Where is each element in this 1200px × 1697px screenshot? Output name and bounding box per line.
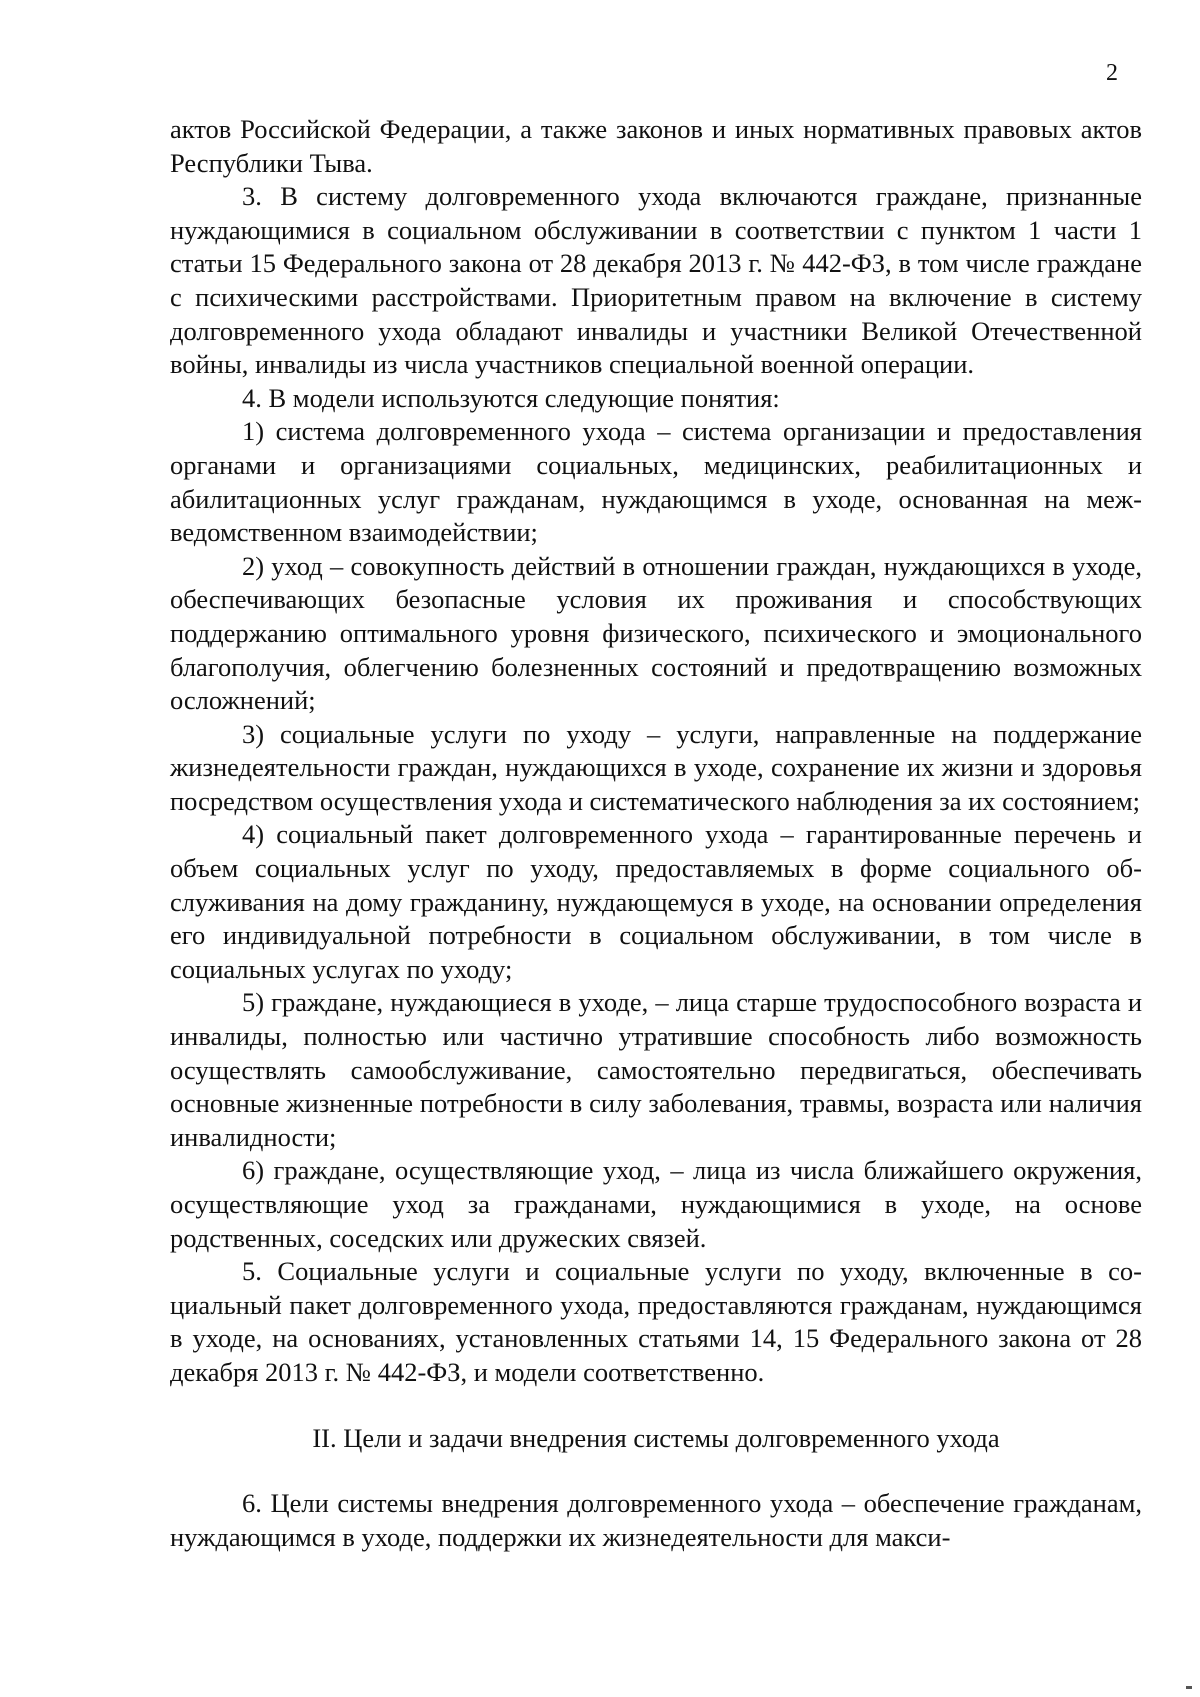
document-body	[170, 113, 1142, 1554]
page-number: 2	[1106, 60, 1118, 86]
paragraph-item-3: 3. В систему долговременного ухода включаются граждане, признанные нуждающимися в социальном обслуживании в соответствии с пунктом 1 части 1 статьи 15 Федерального закона от 28 декабря 2013 г. № 442-ФЗ, в том числе граждане с психическими расстройствами. Приоритетным правом на включение в систему долговременного ухода обладают инвалиды и участники Великой Отечественной войны, инвалиды из числа участников специальной военной операции.	[170, 181, 1142, 380]
definition-1: 1) система долговременного ухода – система организации и предоставления органами и организациями социальных, медицинских, реабилитационных и абилитационных услуг гражданам, нуждающимся в уходе, основанная на межведомственном взаимодействии;	[170, 416, 1142, 548]
definition-5: 5) граждане, нуждающиеся в уходе, – лица старше трудоспособного возраста и инвалиды, полностью или частично утратившие способность либо возможность осуществлять самообслуживание, самостоятельно передвигаться, обеспечивать основные жизненные потребности в силу заболевания, травмы, возраста или наличия инвалидности;	[170, 987, 1142, 1152]
definition-3: 3) социальные услуги по уходу – услуги, направленные на поддержание жизнедеятельности граждан, нуждающихся в уходе, сохранение их жизни и здоровья посредством осуществления ухода и систематического наблюдения за их состоянием;	[170, 718, 1142, 816]
definition-6: 6) граждане, осуществляющие уход, – лица из числа ближайшего окружения, осуществляющие уход за гражданами, нуждающимися в уходе, на основе родственных, соседских или дружеских связей.	[170, 1155, 1142, 1253]
paragraph-continuation: актов Российской Федерации, а также законов и иных нормативных правовых актов Республики Тыва.	[170, 114, 1142, 178]
definition-4: 4) социальный пакет долговременного ухода – гарантированные перечень и объем социальных услуг по уходу, предоставляемых в форме социального обслуживания на дому гражданину, нуждающемуся в уходе, на основании определения его индивидуальной потребности в социальном обслуживании, в том числе в социальных услугах по уходу;	[170, 819, 1142, 984]
paragraph-item-4: 4. В модели используются следующие понятия:	[242, 382, 780, 413]
paragraph-item-6: 6. Цели системы внедрения долговременного ухода – обеспечение гражданам, нуждающимся в уходе, поддержки их жизнедеятельности для макси-	[170, 1488, 1142, 1552]
scan-artifact	[1186, 1686, 1192, 1689]
definition-2: 2) уход – совокупность действий в отношении граждан, нуждающихся в уходе, обеспечивающих безопасные условия их проживания и способствующих поддержанию оптимального уровня физического, психического и эмоционального благополучия, облегчению болезненных состояний и предотвращению возможных осложнений;	[170, 550, 1142, 716]
section-heading: II. Цели и задачи внедрения системы долговременного ухода	[312, 1422, 1000, 1453]
paragraph-item-5: 5. Социальные услуги и социальные услуги по уходу, включенные в социальный пакет долговременного ухода, предоставляются гражданам, нуждающимся в уходе, на основаниях, установленных статьями 14, 15 Федерального закона от 28 декабря 2013 г. № 442-ФЗ, и модели соответственно.	[170, 1256, 1142, 1387]
